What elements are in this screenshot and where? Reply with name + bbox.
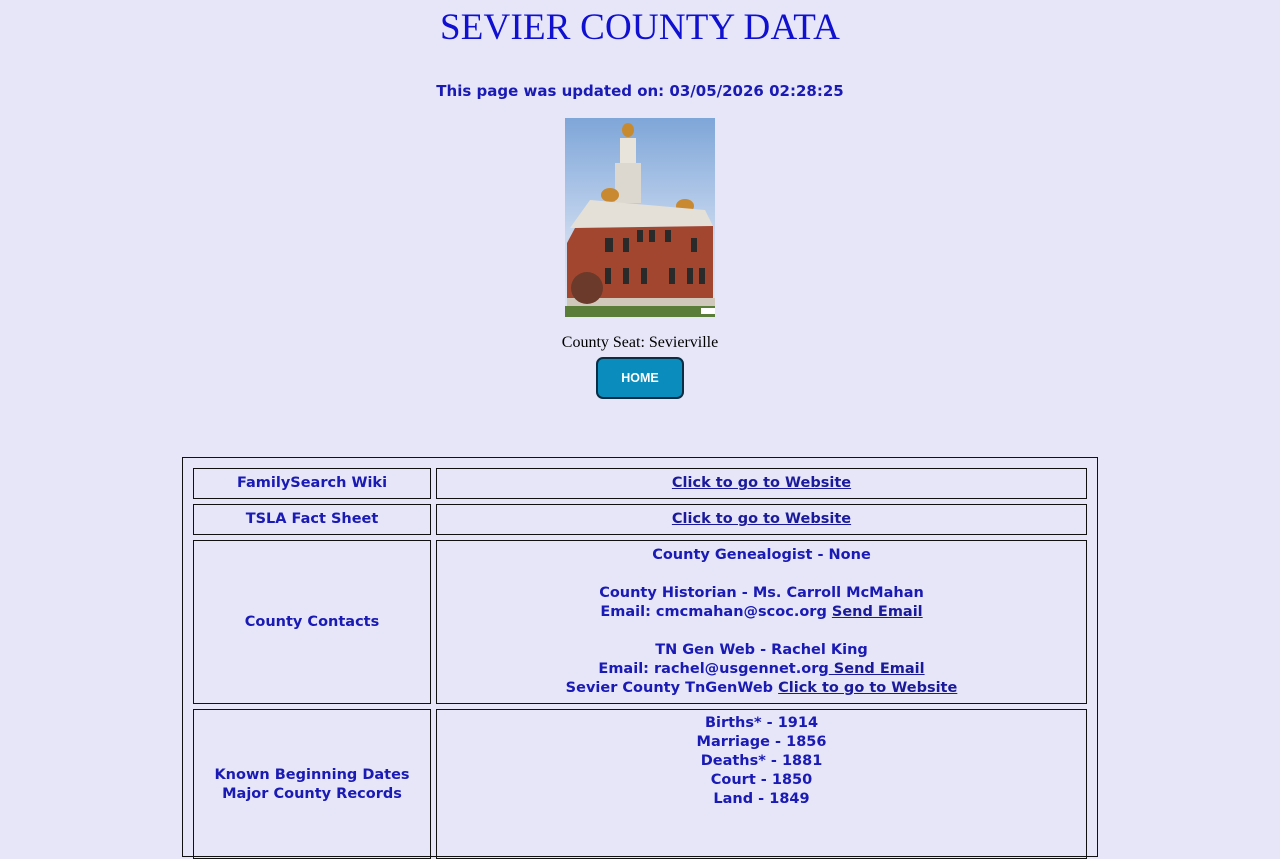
row-value-familysearch xyxy=(436,468,1087,499)
county-data-table xyxy=(182,457,1098,857)
row-value-beginning-dates xyxy=(436,709,1087,859)
genealogist-text: County Genealogist - None xyxy=(652,547,871,563)
tngenweb-email-line xyxy=(598,660,924,679)
date-marriage: Marriage - 1856 xyxy=(696,734,827,750)
date-court: Court - 1850 xyxy=(710,772,813,788)
date-deaths: Deaths* - 1881 xyxy=(700,753,823,769)
courthouse-photo xyxy=(565,118,715,317)
label-line-2: Major County Records xyxy=(222,786,402,802)
county-seat-caption: County Seat: Sevierville xyxy=(561,334,719,351)
row-label-tsla: TSLA Fact Sheet xyxy=(193,504,431,535)
tngenweb-send-email-link[interactable]: Send Email xyxy=(828,661,925,677)
row-value-tsla xyxy=(436,504,1087,535)
historian-send-email-link[interactable]: Send Email xyxy=(831,604,923,620)
familysearch-website-link[interactable]: Click to go to Website xyxy=(671,475,852,491)
row-value-county-contacts xyxy=(436,540,1087,704)
historian-text: County Historian - Ms. Carroll McMahan xyxy=(599,585,924,601)
courthouse-image xyxy=(565,118,715,317)
historian-email: Email: cmcmahan@scoc.org xyxy=(600,604,827,620)
home-button[interactable]: HOME xyxy=(596,357,684,399)
tsla-website-link[interactable]: Click to go to Website xyxy=(671,511,852,527)
date-births: Births* - 1914 xyxy=(704,715,819,731)
date-land: Land - 1849 xyxy=(713,791,810,807)
tngenweb-text: TN Gen Web - Rachel King xyxy=(655,642,868,658)
label-line-1: Known Beginning Dates xyxy=(214,767,410,783)
tngenweb-website-link[interactable]: Click to go to Website xyxy=(778,680,958,696)
tngenweb-email: Email: rachel@usgennet.org xyxy=(598,661,829,677)
row-label-county-contacts: County Contacts xyxy=(193,540,431,704)
page-title: SEVIER COUNTY DATA xyxy=(439,7,841,48)
row-label-familysearch: FamilySearch Wiki xyxy=(193,468,431,499)
row-label-beginning-dates xyxy=(193,709,431,859)
tngenweb-site-line xyxy=(566,679,958,698)
historian-email-line xyxy=(600,603,922,622)
updated-timestamp: This page was updated on: 03/05/2026 02:28:25 xyxy=(436,82,844,100)
tngenweb-site-label: Sevier County TnGenWeb xyxy=(565,680,774,696)
